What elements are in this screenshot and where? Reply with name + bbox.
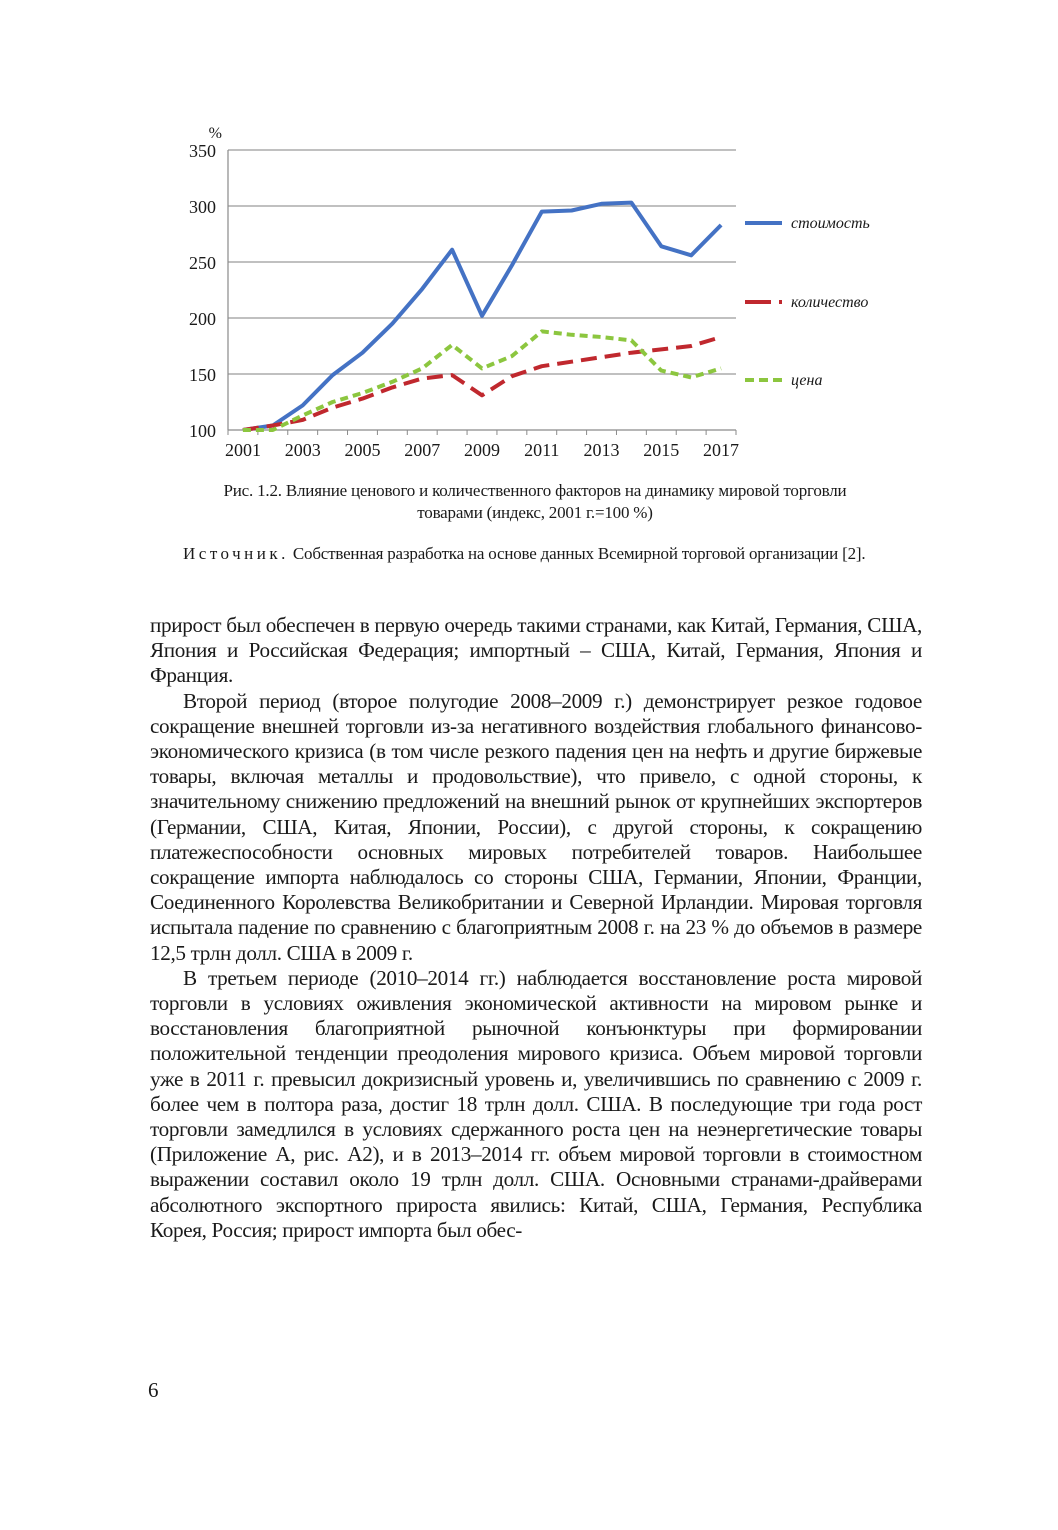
y-axis-label: %	[208, 125, 222, 142]
figure-chart	[170, 118, 910, 468]
x-tick-label: 2011	[524, 440, 560, 460]
y-tick-label: 250	[189, 253, 216, 273]
y-tick-label: 350	[189, 141, 216, 161]
y-tick-label: 300	[189, 197, 216, 217]
y-tick-label: 150	[189, 365, 216, 385]
x-tick-label: 2015	[643, 440, 680, 460]
caption-line-1: Рис. 1.2. Влияние ценового и количественного факторов на динамику мировой торговли	[223, 481, 847, 500]
x-tick-label: 2001	[224, 440, 261, 460]
y-tick-label: 100	[189, 421, 216, 441]
legend-label: цена	[791, 372, 823, 389]
caption-line-2: товарами (индекс, 2001 г.=100 %)	[417, 503, 653, 522]
x-tick-label: 2017	[703, 440, 740, 460]
figure-source	[150, 543, 922, 565]
paragraph-2: Второй период (второе полугодие 2008–2009 г.) демонстрирует резкое годовое сокращение внешней торговли из-за негативного воздействия глобального финансово-экономического кризиса (в том числе резкого падения цен на нефть и другие биржевые товары, включая металлы и продовольствие), что привело, с одной стороны, к значительному снижению предложений на внешний рынок от крупнейших экспортеров (Германии, США, Китая, Японии, России), с другой стороны, к сокращению платежеспособности основных мировых потребителей товаров. Наибольшее сокращение импорта наблюдалось со стороны США, Германии, Японии, Франции, Соединенного Королевства Великобритании и Северной Ирландии. Мировая торговля испытала падение по сравнению с благоприятным 2008 г. на 23 % до объемов в размере 12,5 трлн долл. США в 2009 г.	[150, 688, 922, 965]
x-tick-label: 2007	[404, 440, 441, 460]
legend-label: стоимость	[791, 215, 870, 232]
source-label: Источник.	[183, 544, 289, 563]
line-chart	[170, 118, 910, 468]
legend-label: количество	[791, 294, 869, 311]
page-number: 6	[148, 1378, 159, 1402]
x-tick-label: 2013	[583, 440, 620, 460]
paragraph-1: прирост был обеспечен в первую очередь такими странами, как Китай, Германия, США, Япония и Российская Федерация; импортный – США, Китай, Германия, Япония и Франция.	[150, 613, 922, 688]
body-text	[150, 613, 922, 1243]
x-tick-label: 2009	[464, 440, 500, 460]
y-tick-label: 200	[189, 309, 216, 329]
source-text: Собственная разработка на основе данных Всемирной торговой организации [2].	[288, 544, 866, 563]
paragraph-3: В третьем периоде (2010–2014 гг.) наблюдается восстановление роста мировой торговли в условиях оживления экономической активности на мировом рынке и восстановления благоприятной рыночной конъюнктуры при формировании положительной тенденции преодоления мирового кризиса. Объем мировой торговли уже в 2011 г. превысил докризисный уровень и, увеличившись по сравнению с 2009 г. более чем в полтора раза, достиг 18 трлн долл. США. В последующие три года рост торговли замедлился в условиях сдержанного роста цен на неэнергетические товары (Приложение А, рис. А2), и в 2013–2014 гг. объем мировой торговли в стоимостном выражении составил около 19 трлн долл. США. Основными странами-драйверами абсолютного экспортного прироста явились: Китай, США, Германия, Республика Корея, Россия; прирост импорта был обес-	[150, 965, 922, 1242]
series-line-2	[243, 337, 721, 430]
x-tick-label: 2005	[344, 440, 381, 460]
figure-caption	[150, 480, 920, 524]
x-tick-label: 2003	[284, 440, 321, 460]
